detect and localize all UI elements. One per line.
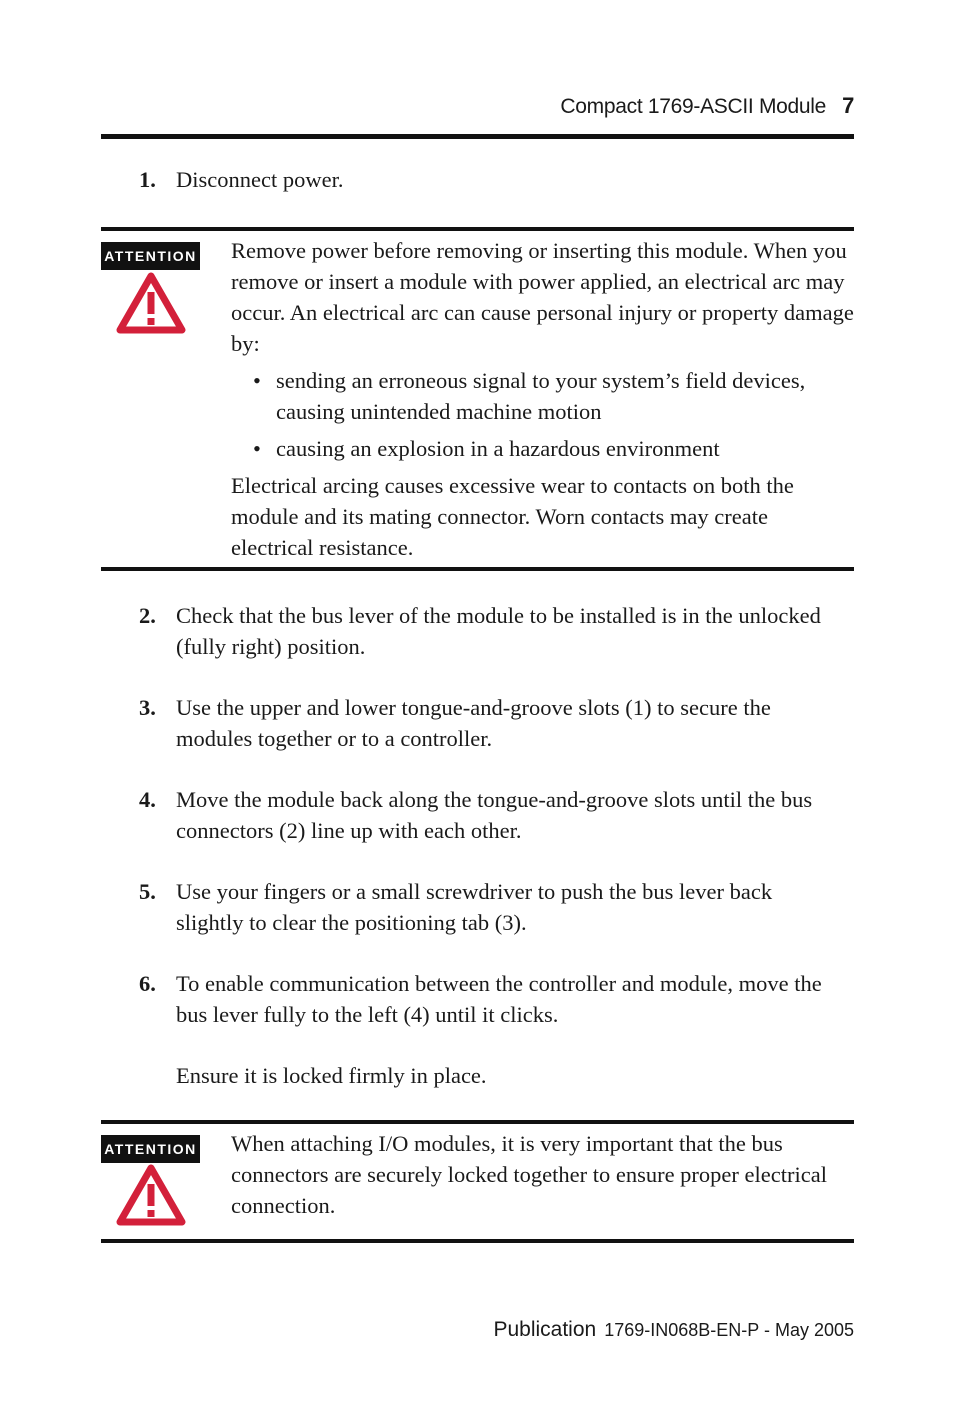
- running-header: [560, 93, 854, 119]
- attention-outro: Electrical arcing causes excessive wear to contacts on both the module and its mating connector. Worn contacts may create electrical resistance.: [231, 473, 794, 560]
- step-1: [139, 164, 839, 195]
- step-2: [139, 600, 839, 662]
- attention-label: ATTENTION: [101, 1135, 200, 1163]
- step-text: Check that the bus lever of the module to be installed is in the unlocked (fully right) position.: [176, 603, 821, 659]
- attention-intro: Remove power before removing or inserting this module. When you remove or insert a module with power applied, an electrical arc may occur. An electrical arc can cause personal injury or property damage by:: [231, 238, 854, 356]
- step-number: 2.: [139, 603, 156, 628]
- step-4: [139, 784, 839, 846]
- step-text: Move the module back along the tongue-and-groove slots until the bus connectors (2) line up with each other.: [176, 787, 813, 843]
- step-text: Use the upper and lower tongue-and-groove slots (1) to secure the modules together or to a controller.: [176, 695, 771, 751]
- step-number: 3.: [139, 695, 156, 720]
- bullet-icon: •: [253, 368, 261, 393]
- header-rule: [101, 134, 854, 139]
- bullet-icon: •: [253, 436, 261, 461]
- attention-bottom-rule: [101, 567, 854, 571]
- attention-message: [231, 235, 856, 563]
- warning-triangle-icon: [116, 1164, 186, 1226]
- attention-label: ATTENTION: [101, 242, 200, 270]
- attention-top-rule: [101, 227, 854, 231]
- attention-top-rule: [101, 1120, 854, 1124]
- step-number: 6.: [139, 971, 156, 996]
- list-item: • sending an erroneous signal to your system’s field devices, causing unintended machine motion: [231, 365, 856, 427]
- step-3: [139, 692, 839, 754]
- step-text: Use your fingers or a small screwdriver to push the bus lever back slightly to clear the positioning tab (3).: [176, 879, 773, 935]
- publication-label: Publication: [493, 1318, 597, 1341]
- step-number: 4.: [139, 787, 156, 812]
- page-footer: [493, 1318, 854, 1342]
- step-number: 5.: [139, 879, 156, 904]
- attention-bullet-list: [231, 365, 856, 464]
- header-title: Compact 1769-ASCII Module: [560, 95, 827, 118]
- attention-message: [231, 1128, 856, 1221]
- step-text: Disconnect power.: [176, 167, 344, 192]
- step-6: [139, 968, 839, 1030]
- list-item: • causing an explosion in a hazardous environment: [231, 433, 856, 464]
- attention-bottom-rule: [101, 1239, 854, 1243]
- warning-triangle-icon: [116, 272, 186, 334]
- step-6-note: Ensure it is locked firmly in place.: [176, 1063, 487, 1088]
- step-text: To enable communication between the controller and module, move the bus lever fully to the left (4) until it clicks.: [176, 971, 822, 1027]
- step-number: 1.: [139, 167, 156, 192]
- publication-code: 1769-IN068B-EN-P - May 2005: [604, 1320, 854, 1340]
- page-number: 7: [842, 93, 854, 118]
- step-5: [139, 876, 839, 938]
- attention-text: When attaching I/O modules, it is very important that the bus connectors are securely locked together to ensure proper electrical connection.: [231, 1131, 827, 1218]
